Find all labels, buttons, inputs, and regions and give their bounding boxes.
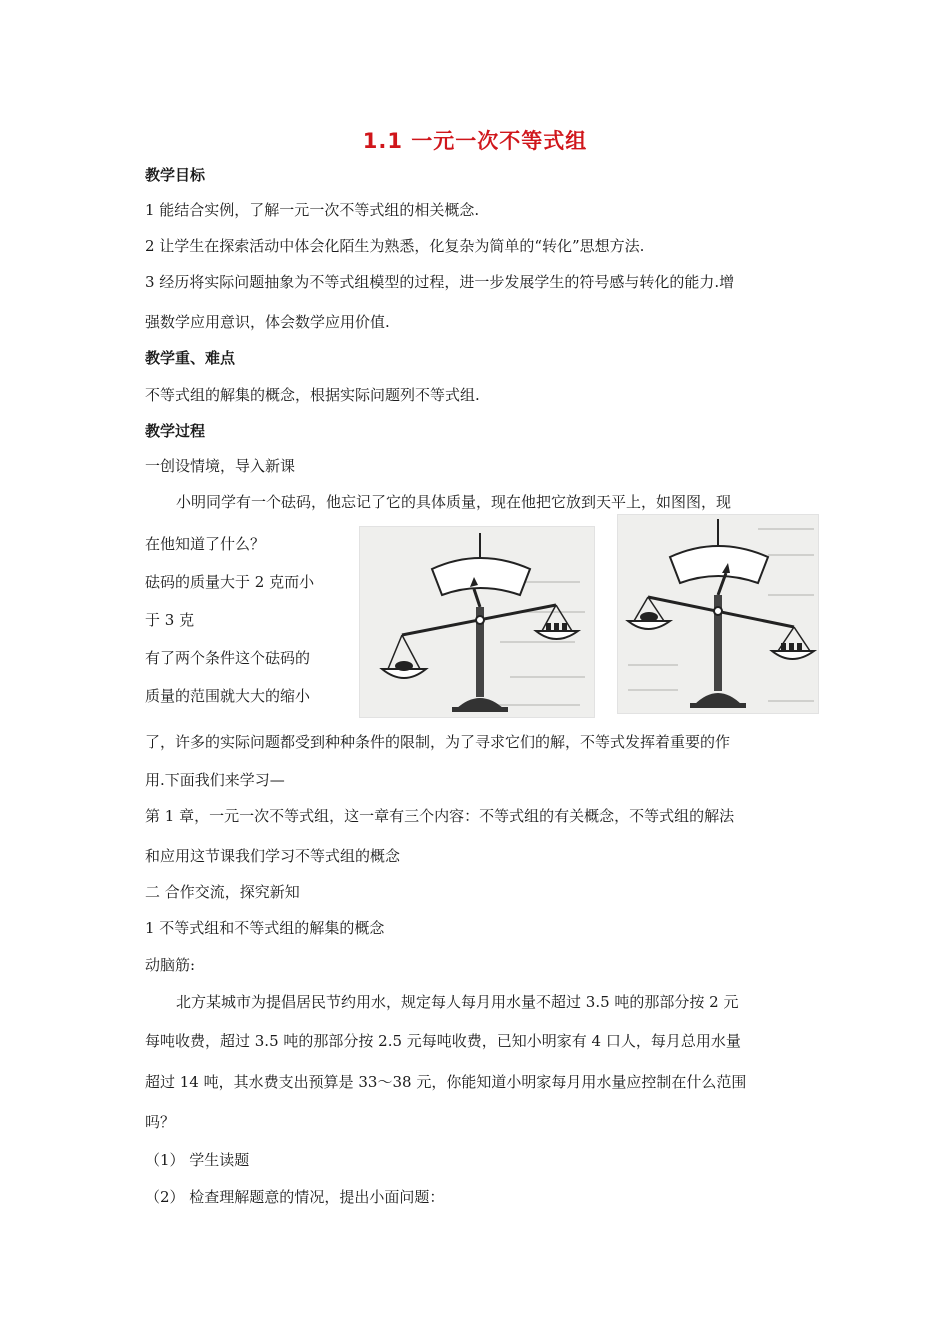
paragraph-1-line-8: 用.下面我们来学习—	[145, 771, 285, 789]
step-1-heading: 一创设情境，导入新课	[145, 457, 296, 475]
goal-3-continued: 强数学应用意识，体会数学应用价值.	[145, 313, 390, 331]
paragraph-1-line-3: 砝码的质量大于 2 克而小	[145, 573, 315, 591]
process-heading: 教学过程	[145, 422, 206, 440]
question-1: （1） 学生读题	[145, 1151, 250, 1169]
step-2-1-heading: 1 不等式组和不等式组的解集的概念	[145, 919, 385, 937]
goal-1: 1 能结合实例，了解一元一次不等式组的相关概念.	[145, 201, 480, 219]
paragraph-1-line-2: 在他知道了什么？	[145, 535, 266, 553]
balance-figure-left	[359, 526, 595, 718]
goal-3: 3 经历将实际问题抽象为不等式组模型的过程，进一步发展学生的符号感与转化的能力.增	[145, 273, 735, 291]
page-title: 1.1 一元一次不等式组	[362, 129, 588, 153]
paragraph-1-line-7: 了，许多的实际问题都受到种种条件的限制，为了寻求它们的解，不等式发挥着重要的作	[145, 733, 731, 751]
step-2-heading: 二 合作交流，探究新知	[145, 883, 300, 901]
goals-heading: 教学目标	[145, 166, 206, 184]
balance-scale-tilted-left-icon	[360, 527, 594, 717]
paragraph-2-line-2: 和应用这节课我们学习不等式组的概念	[145, 847, 401, 865]
keypoints-text: 不等式组的解集的概念，根据实际问题列不等式组.	[145, 386, 480, 404]
balance-figure-right	[617, 514, 819, 714]
balance-scale-tilted-right-icon	[618, 515, 818, 713]
paragraph-3-line-4: 吗？	[145, 1113, 176, 1131]
question-2: （2） 检查理解题意的情况，提出小面问题：	[145, 1188, 445, 1206]
paragraph-2-line-1: 第 1 章，一元一次不等式组，这一章有三个内容：不等式组的有关概念，不等式组的解法	[145, 807, 735, 825]
keypoints-heading: 教学重、难点	[145, 349, 236, 367]
paragraph-1-line-5: 有了两个条件这个砝码的	[145, 649, 311, 667]
think-label: 动脑筋:	[145, 956, 196, 974]
paragraph-3-line-3: 超过 14 吨，其水费支出预算是 33～38 元，你能知道小明家每月用水量应控制在什么范围	[145, 1073, 747, 1091]
paragraph-1-line-6: 质量的范围就大大的缩小	[145, 687, 311, 705]
paragraph-1-line-4: 于 3 克	[145, 611, 195, 629]
paragraph-1-line-1: 小明同学有一个砝码，他忘记了它的具体质量，现在他把它放到天平上，如图图，现	[176, 493, 732, 511]
paragraph-3-line-1: 北方某城市为提倡居民节约用水，规定每人每月用水量不超过 3.5 吨的那部分按 2 元	[176, 993, 739, 1011]
paragraph-3-line-2: 每吨收费，超过 3.5 吨的那部分按 2.5 元每吨收费，已知小明家有 4 口人，每月总用水量	[145, 1032, 741, 1050]
goal-2: 2 让学生在探索活动中体会化陌生为熟悉，化复杂为简单的“转化”思想方法.	[145, 237, 645, 255]
